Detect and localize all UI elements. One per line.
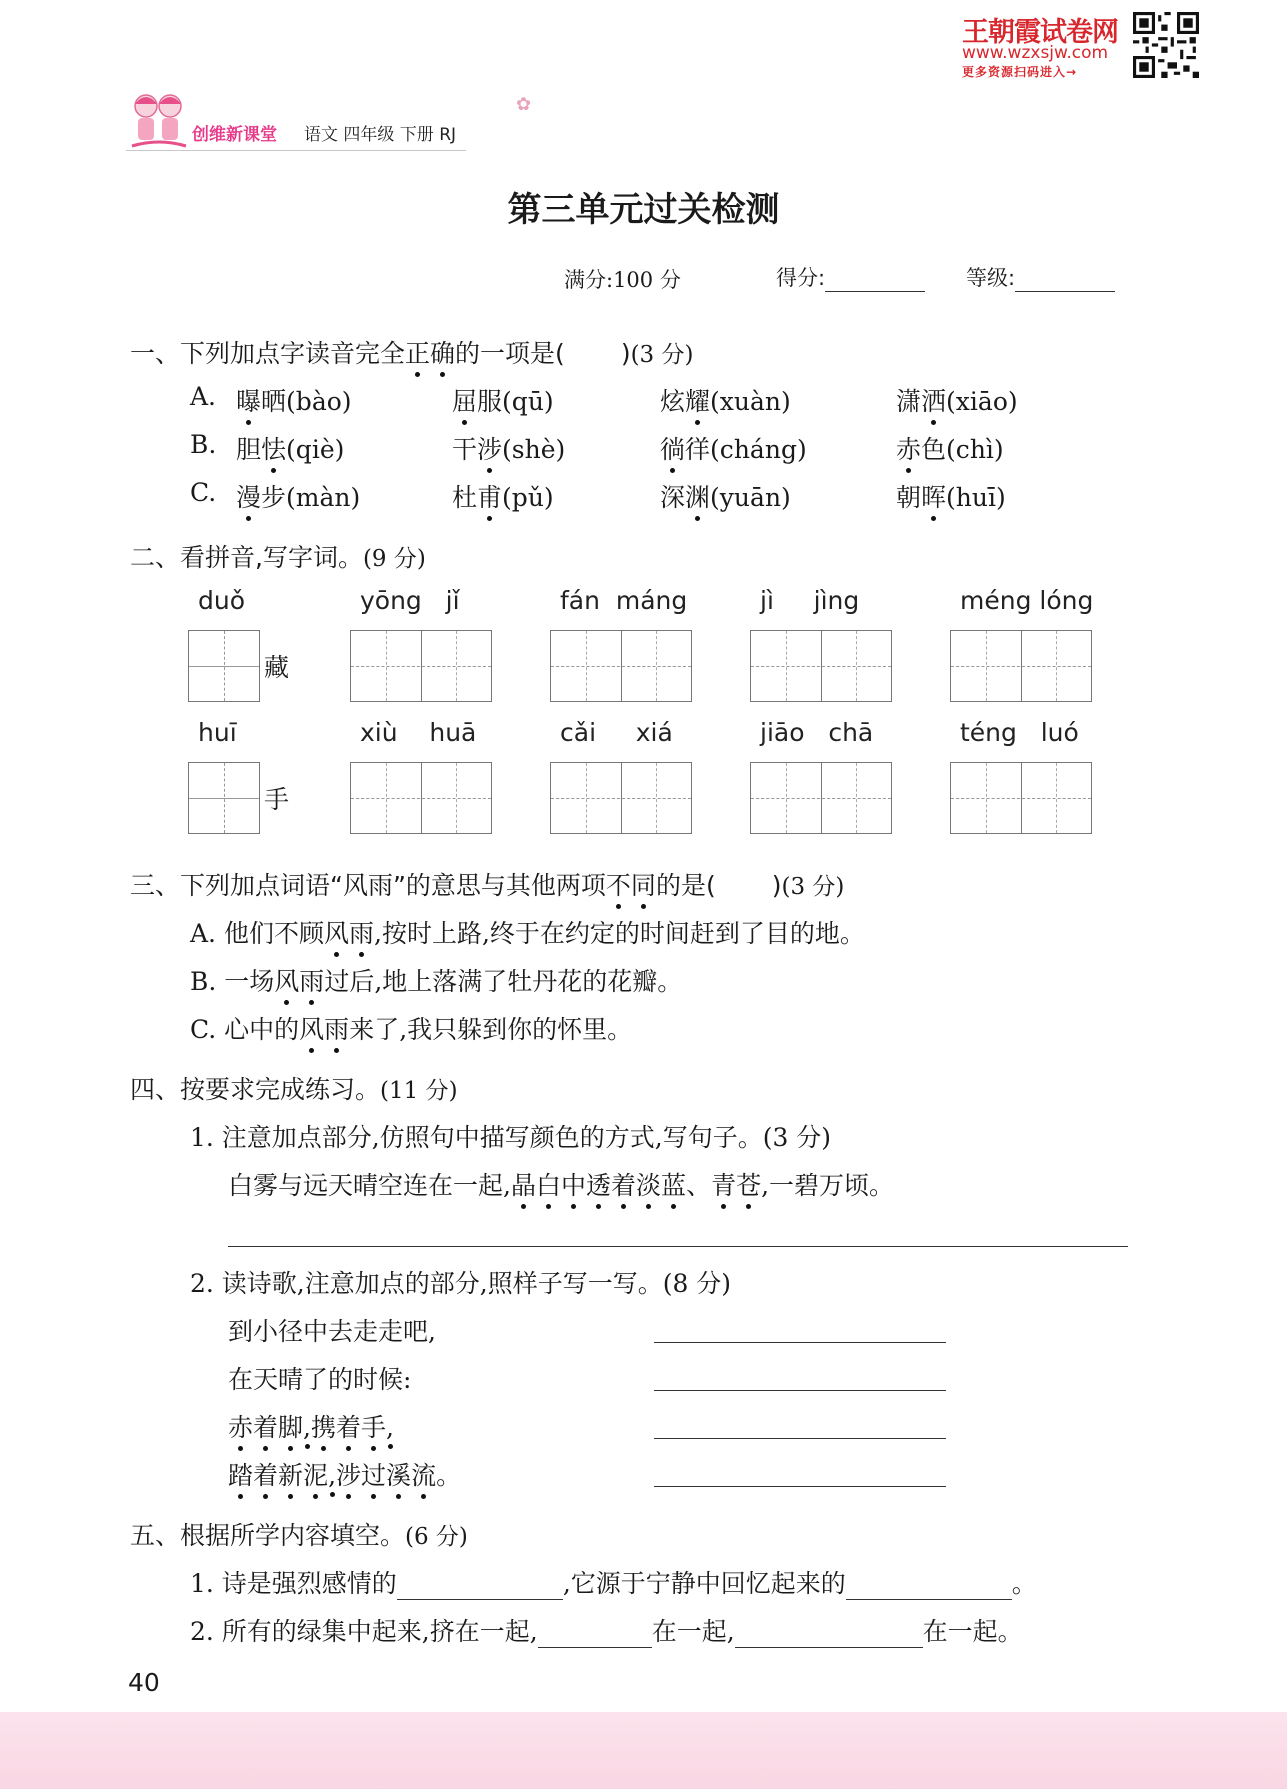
writing-grid-double[interactable]	[550, 630, 692, 702]
grid-guide	[586, 763, 587, 833]
dotted-char: 透	[586, 1166, 611, 1202]
q5-item2-c: 在一起。	[922, 1617, 1023, 1646]
dotted-char: 屈	[452, 382, 477, 418]
grid-guide	[351, 798, 491, 799]
dotted-char: 耀	[685, 382, 710, 418]
char: (	[286, 387, 296, 416]
char: )	[555, 435, 566, 464]
pinyin-label: jì jìng	[760, 586, 860, 615]
char: )	[996, 483, 1006, 512]
q3-title-b: 的是(	[655, 871, 716, 900]
grade-blank[interactable]	[1015, 267, 1115, 292]
poem-answer-line-2[interactable]	[654, 1390, 946, 1391]
q2-heading	[130, 538, 426, 574]
char: )	[543, 483, 554, 512]
dotted-char: 同	[631, 866, 656, 902]
char: 干	[452, 435, 478, 464]
q3-option-label: A.	[190, 919, 224, 948]
q5-blank-4[interactable]	[735, 1621, 923, 1648]
grid-guide	[1056, 763, 1057, 833]
dotted-char: 晶	[511, 1166, 536, 1202]
grid-separator	[821, 763, 822, 833]
q1-item	[452, 382, 554, 418]
char: (	[710, 483, 720, 512]
q3-title: 三、下列加点词语“风雨”的意思与其他两项	[130, 871, 606, 900]
dotted-char: 赤	[228, 1408, 253, 1444]
pinyin-label: cǎi xiá	[560, 718, 673, 747]
char: i	[311, 435, 320, 464]
char: 步	[261, 483, 287, 512]
q1-points: (3 分)	[630, 342, 694, 368]
dotted-char: 雨	[299, 962, 324, 998]
dotted-char: 风	[324, 914, 349, 950]
brand-title: 王朝霞试卷网	[962, 17, 1118, 48]
char: 深	[660, 483, 686, 512]
q1-item	[236, 382, 352, 418]
char: n	[764, 483, 782, 512]
writing-grid-double[interactable]	[350, 762, 492, 834]
char: 杜	[452, 483, 478, 512]
dotted-char: ,	[328, 1461, 337, 1490]
writing-grid-double[interactable]	[950, 762, 1092, 834]
poem-line-1: 到小径中去走走吧,	[228, 1317, 436, 1346]
dotted-char: 漫	[236, 478, 261, 514]
char: 服	[477, 387, 503, 416]
char: ā	[750, 483, 765, 512]
char: q	[511, 387, 528, 416]
grid-guide	[656, 631, 657, 701]
char: 徉	[685, 435, 711, 464]
page-number: 40	[128, 1668, 160, 1697]
q1-item	[660, 430, 807, 466]
q1-item	[896, 430, 1004, 466]
dotted-char: 渊	[685, 478, 710, 514]
q4-sub1-prompt: 1. 注意加点部分,仿照句中描写颜色的方式,写句子。(3 分)	[190, 1123, 832, 1152]
char: g	[780, 435, 797, 464]
writing-grid-double[interactable]	[750, 762, 892, 834]
dotted-char: 手	[361, 1408, 386, 1444]
grid-suffix-char: 藏	[264, 653, 290, 682]
char: )	[781, 483, 791, 512]
grid-suffix-char: 手	[264, 785, 290, 814]
char: x	[719, 387, 734, 416]
header-divider	[126, 150, 466, 151]
char: ǔ	[527, 483, 544, 512]
char: à	[319, 483, 335, 512]
q1-item	[236, 478, 360, 514]
grid-guide	[586, 631, 587, 701]
dotted-char: 着	[611, 1166, 636, 1202]
writing-grid-double[interactable]	[750, 630, 892, 702]
grade-field[interactable]	[966, 262, 1115, 292]
grid-guide	[951, 666, 1091, 667]
char: i	[969, 387, 978, 416]
poem-answer-line-3[interactable]	[654, 1438, 946, 1439]
dotted-char: 蓝	[661, 1166, 686, 1202]
dotted-char: 苍	[736, 1166, 761, 1202]
dotted-char: 雨	[324, 1010, 349, 1046]
q4-sub1-sentence	[228, 1166, 894, 1202]
q5-points: (6 分)	[405, 1524, 468, 1550]
char: 潇	[896, 387, 922, 416]
char: x	[955, 387, 970, 416]
char: o	[992, 387, 1008, 416]
q3-option[interactable]: A. 他们不顾风雨,按时上路,终于在约定的时间赶到了目的地。	[190, 914, 865, 950]
q3-option[interactable]: B. 一场风雨过后,地上落满了牡丹花的花瓣。	[190, 962, 682, 998]
q3-heading	[130, 866, 844, 902]
q1-item	[236, 430, 344, 466]
q5-blank-2[interactable]	[846, 1573, 1012, 1600]
pinyin-label: fán máng	[560, 586, 688, 615]
pinyin-label: huī	[198, 718, 237, 747]
char: )	[993, 435, 1004, 464]
char: c	[955, 435, 970, 464]
dotted-char: 泥	[303, 1456, 328, 1492]
char: )	[350, 483, 361, 512]
grid-guide	[751, 666, 891, 667]
grid-guide	[551, 798, 691, 799]
q5-item2-a: 2. 所有的绿集中起来,挤在一起,	[190, 1617, 538, 1646]
char: á	[749, 435, 765, 464]
char: )	[543, 387, 554, 416]
pinyin-label: téng luó	[960, 718, 1079, 747]
char: q	[295, 435, 312, 464]
grid-separator	[821, 631, 822, 701]
grid-separator	[621, 631, 622, 701]
char: n	[334, 483, 351, 512]
q5-item1-c: 。	[1011, 1569, 1037, 1598]
book-info: 语文 四年级 下册 RJ	[304, 125, 457, 145]
dotted-char: 携	[311, 1408, 336, 1444]
char: 朝	[896, 483, 922, 512]
dotted-char: 溪	[386, 1456, 411, 1492]
q5-item1-a: 1. 诗是强烈感情的	[190, 1569, 397, 1598]
char: )	[796, 435, 807, 464]
dotted-char: 风	[299, 1010, 324, 1046]
dotted-char: 雨	[349, 914, 374, 950]
kids-mascot-icon	[126, 88, 192, 154]
dotted-char: 正	[405, 334, 430, 370]
sentence-post: ,一碧万顷。	[761, 1171, 895, 1200]
q4-points: (11 分)	[380, 1078, 458, 1104]
dotted-char: 确	[430, 334, 455, 370]
sentence-pre: 白雾与远天晴空连在一起,	[228, 1171, 511, 1200]
char: 晒	[261, 387, 287, 416]
grid-separator	[1021, 763, 1022, 833]
pinyin-label: xiù huā	[360, 718, 477, 747]
dotted-char: 青	[711, 1166, 736, 1202]
grid-guide	[656, 763, 657, 833]
q4-sub1-answer-line[interactable]	[228, 1246, 1128, 1247]
grid-guide	[456, 763, 457, 833]
char: (	[710, 435, 720, 464]
char: u	[733, 387, 751, 416]
char: 炫	[660, 387, 686, 416]
poem-line-3	[228, 1408, 394, 1444]
char: )	[334, 435, 345, 464]
char: p	[511, 483, 528, 512]
pinyin-label: duǒ	[198, 586, 246, 615]
pinyin-label: jiāo chā	[760, 718, 874, 747]
char: 胆	[236, 435, 262, 464]
char: b	[295, 387, 312, 416]
sparkle-icon: ✿	[516, 94, 532, 115]
dotted-char: 着	[336, 1408, 361, 1444]
char: s	[511, 435, 525, 464]
poem-answer-line-4[interactable]	[654, 1486, 946, 1487]
full-score: 满分:100 分	[564, 268, 681, 292]
footer-band	[0, 1712, 1287, 1789]
char: y	[719, 483, 734, 512]
q1-option-b-label[interactable]: B.	[190, 430, 217, 459]
char: è	[540, 435, 556, 464]
score-label: 得分:	[776, 266, 826, 290]
char: m	[295, 483, 320, 512]
char: (	[502, 387, 512, 416]
qr-code-icon[interactable]	[1133, 12, 1199, 78]
brand-url[interactable]: www.wzxsjw.com	[962, 43, 1109, 63]
grid-guide	[456, 631, 457, 701]
char: (	[286, 483, 296, 512]
dotted-char: 曝	[236, 382, 261, 418]
char: h	[969, 435, 986, 464]
q4-title: 四、按要求完成练习。	[130, 1075, 381, 1104]
sentence-mid: 、	[686, 1171, 712, 1200]
char: o	[326, 387, 342, 416]
q5-item-1	[190, 1564, 1037, 1600]
dotted-char: ,	[386, 1413, 394, 1442]
char: )	[341, 387, 352, 416]
dotted-char: 脚	[278, 1408, 303, 1444]
dotted-char: 涉	[336, 1456, 361, 1492]
char: u	[733, 483, 751, 512]
q1-option-a-label[interactable]: A.	[190, 382, 217, 411]
char: (	[946, 483, 956, 512]
grid-guide	[751, 798, 891, 799]
page-title: 第三单元过关检测	[507, 190, 780, 230]
dotted-char: 怯	[261, 430, 286, 466]
dotted-char: 徜	[660, 430, 685, 466]
q3-option-dotted	[324, 919, 374, 948]
dotted-char: ,	[303, 1413, 311, 1442]
dotted-char: 着	[253, 1408, 278, 1444]
char: à	[750, 387, 765, 416]
char: ā	[977, 387, 993, 416]
grid-separator	[621, 763, 622, 833]
char: (	[946, 435, 956, 464]
q3-option-label: B.	[190, 967, 225, 996]
char: (	[946, 387, 956, 416]
q5-title: 五、根据所学内容填空。	[130, 1521, 406, 1550]
q1-title-text: 一、下列加点字读音完全正确的一项是(	[130, 339, 565, 368]
grid-guide	[786, 631, 787, 701]
grid-guide	[986, 631, 987, 701]
score-blank[interactable]	[825, 267, 925, 292]
dotted-char: 踏	[228, 1456, 253, 1492]
grade-label: 等级:	[966, 266, 1016, 290]
dotted-char: 洒	[921, 382, 946, 418]
q1-dotted-word	[405, 339, 455, 368]
char: n	[764, 387, 782, 416]
pinyin-label: méng lóng	[960, 586, 1094, 615]
q5-item2-b: 在一起,	[651, 1617, 735, 1646]
dotted-char: 晖	[921, 478, 946, 514]
dotted-char: 风	[274, 962, 299, 998]
char: h	[955, 483, 972, 512]
writing-grid-double[interactable]	[950, 630, 1092, 702]
q1-item	[660, 382, 791, 418]
char: (	[710, 387, 720, 416]
grid-guide	[386, 631, 387, 701]
sentence-dotted-1	[511, 1171, 686, 1200]
writing-grid-single[interactable]	[188, 762, 260, 834]
char: )	[781, 387, 791, 416]
char: )	[1007, 387, 1018, 416]
dotted-char: 甫	[477, 478, 502, 514]
writing-grid-double[interactable]	[350, 630, 492, 702]
brand-tagline: 更多资源扫码进入→	[962, 65, 1078, 79]
grid-guide	[551, 666, 691, 667]
q5-heading	[130, 1516, 468, 1552]
grid-separator	[421, 763, 422, 833]
grid-separator	[1021, 631, 1022, 701]
poem-line-4	[228, 1456, 461, 1492]
char: c	[719, 435, 734, 464]
q5-item-2	[190, 1612, 1023, 1648]
q5-blank-1[interactable]	[397, 1573, 563, 1600]
char: à	[311, 387, 327, 416]
q3-dotted-word	[606, 871, 656, 900]
q1-item	[452, 430, 565, 466]
dotted-char: 赤	[896, 430, 921, 466]
series-name: 创维新课堂	[192, 125, 277, 145]
char: h	[524, 435, 541, 464]
q5-blank-3[interactable]	[538, 1621, 652, 1648]
char: u	[971, 483, 989, 512]
writing-grid-single[interactable]	[188, 630, 260, 702]
char: 色	[921, 435, 947, 464]
grid-guide	[856, 763, 857, 833]
char: (	[502, 483, 512, 512]
dotted-char: 中	[561, 1166, 586, 1202]
pinyin-label: yōng jǐ	[360, 586, 460, 615]
char: ì	[985, 435, 994, 464]
q3-points: (3 分)	[781, 874, 845, 900]
char: (	[286, 435, 296, 464]
dotted-char: 流	[411, 1456, 436, 1492]
poem-answer-line-1[interactable]	[654, 1342, 946, 1343]
char: (	[502, 435, 512, 464]
q1-option-c-label[interactable]: C.	[190, 478, 217, 507]
grid-guide	[951, 798, 1091, 799]
char: ī	[988, 483, 997, 512]
score-field[interactable]	[776, 262, 925, 292]
dotted-char: 涉	[477, 430, 502, 466]
q1-item	[660, 478, 791, 514]
q3-option-dotted	[274, 967, 324, 996]
char: n	[764, 435, 781, 464]
q3-option-dotted	[299, 1015, 349, 1044]
dotted-char: 白	[536, 1166, 561, 1202]
q3-option-label: C.	[190, 1015, 225, 1044]
q1-item	[452, 478, 554, 514]
q2-points: (9 分)	[362, 546, 426, 572]
dotted-char: 着	[253, 1456, 278, 1492]
dotted-char: 不	[606, 866, 631, 902]
char: è	[319, 435, 335, 464]
grid-guide	[351, 666, 491, 667]
grid-guide	[986, 763, 987, 833]
dotted-char: 淡	[636, 1166, 661, 1202]
q4-heading	[130, 1070, 458, 1106]
poem-line-4-end: 。	[436, 1461, 462, 1490]
q1-heading-full	[130, 334, 693, 370]
q5-item1-b: ,它源于宁静中回忆起来的	[562, 1569, 846, 1598]
grid-guide	[386, 763, 387, 833]
q4-sub2-prompt: 2. 读诗歌,注意加点的部分,照样子写一写。(8 分)	[190, 1269, 732, 1298]
q1-item	[896, 478, 1006, 514]
dotted-char: 过	[361, 1456, 386, 1492]
q1-item	[896, 382, 1018, 418]
grid-guide	[1056, 631, 1057, 701]
grid-separator	[421, 631, 422, 701]
q2-title: 二、看拼音,写字词。	[130, 543, 363, 572]
grid-guide	[786, 763, 787, 833]
char: ū	[527, 387, 544, 416]
q3-title-close: )	[771, 871, 782, 900]
dotted-char: 新	[278, 1456, 303, 1492]
q3-option[interactable]: C. 心中的风雨来了,我只躲到你的怀里。	[190, 1010, 632, 1046]
char: h	[733, 435, 750, 464]
grid-guide	[856, 631, 857, 701]
q1-title-close: )	[620, 339, 631, 368]
sentence-dotted-2	[711, 1171, 761, 1200]
writing-grid-double[interactable]	[550, 762, 692, 834]
poem-line-2: 在天晴了的时候:	[228, 1365, 412, 1394]
